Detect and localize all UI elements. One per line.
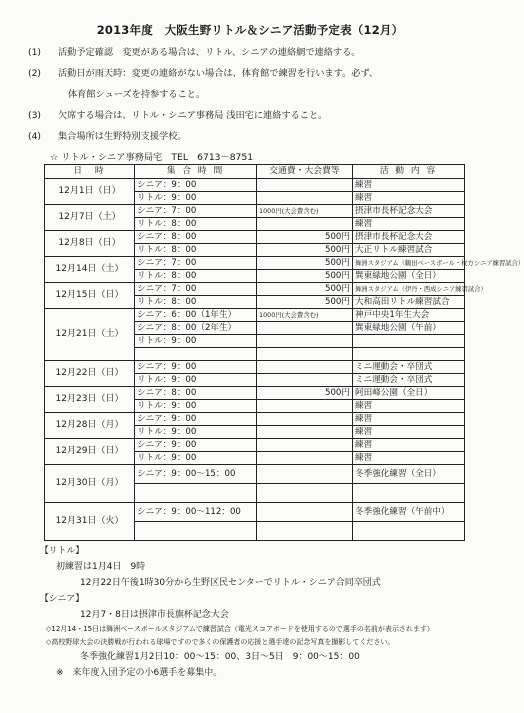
cell-activity: 大和高田リトル練習試合 (353, 296, 465, 309)
header-activity: 活 動 内 容 (353, 165, 465, 179)
note-line (28, 63, 488, 84)
cell-time: リトル：8：00 (135, 244, 257, 257)
little-note: 12月22日午後1時30分から生野区民センターでリトル・シニア合同卒団式 (80, 578, 381, 588)
cell-date: 12月14日（土） (45, 257, 135, 283)
cell-fee (257, 322, 353, 335)
cell-activity: 練習 (353, 452, 465, 465)
cell-activity: ミニ運動会・卒団式 (353, 374, 465, 387)
cell-time: シニア：9：00～112：00 (135, 503, 257, 522)
cell-activity: 摂津市長杯記念大会 (353, 231, 465, 244)
note-line (28, 84, 488, 105)
header-time: 集 合 時 間 (135, 165, 257, 179)
cell-activity: 練習 (353, 439, 465, 452)
cell-date: 12月30日（月） (45, 465, 135, 503)
cell-activity: 巽東緑地公園（午前） (353, 322, 465, 335)
cell-activity: 練習 (353, 218, 465, 231)
cell-fee (257, 522, 353, 541)
table-row (45, 439, 465, 452)
cell-date: 12月29日（日） (45, 439, 135, 465)
cell-time: リトル：9：00 (135, 452, 257, 465)
note-line (28, 105, 488, 126)
cell-fee (257, 484, 353, 503)
table-row (45, 413, 465, 426)
cell-fee: 1000円(大会費含む) (257, 205, 353, 218)
cell-fee (257, 426, 353, 439)
table-row (45, 179, 465, 192)
cell-date: 12月22日（日） (45, 361, 135, 387)
contact-line: ☆ リトル・シニア事務局宅 TEL 6713－8751 (50, 152, 254, 163)
cell-time (135, 348, 257, 361)
table-row (45, 257, 465, 270)
cell-time: リトル：9：00 (135, 374, 257, 387)
cell-fee (257, 465, 353, 484)
cell-date: 12月8日（日） (45, 231, 135, 257)
cell-time: リトル：8：00 (135, 218, 257, 231)
cell-date: 12月21日（土） (45, 309, 135, 361)
cell-fee (257, 413, 353, 426)
cell-time: シニア：8：00 (135, 387, 257, 400)
cell-time: リトル：9：00 (135, 335, 257, 348)
note-number: (2) (28, 68, 42, 79)
cell-time: シニア：8：00（2年生） (135, 322, 257, 335)
cell-fee (257, 400, 353, 413)
cell-activity: 冬季強化練習（全日） (353, 465, 465, 484)
note-line (28, 42, 488, 63)
table-row (45, 387, 465, 400)
cell-time: シニア：7：00 (135, 205, 257, 218)
senior-section-tag: 【シニア】 (40, 594, 84, 604)
cell-fee (257, 192, 353, 205)
cell-fee: 500円 (257, 257, 353, 270)
cell-fee (257, 348, 353, 361)
cell-activity: 練習 (353, 192, 465, 205)
note-text: 活動予定確認 変更がある場合は、リトル、シニアの連絡網で連絡する。 (58, 47, 361, 58)
cell-date: 12月1日（日） (45, 179, 135, 205)
cell-fee (257, 218, 353, 231)
table-row (45, 361, 465, 374)
little-note: 初練習は1月4日 9時 (56, 562, 146, 572)
table-row (45, 309, 465, 322)
note-text: 体育館シューズを持参すること。 (68, 89, 206, 100)
note-text: 欠席する場合は、リトル・シニア事務局 浅田宅に連絡すること。 (58, 110, 328, 121)
cell-activity: 摂津市長杯記念大会 (353, 205, 465, 218)
cell-time: リトル：9：00 (135, 426, 257, 439)
cell-fee: 500円 (257, 231, 353, 244)
page-title: 2013年度 大阪生野リトル＆シニア活動予定表（12月） (96, 23, 404, 37)
table-row (45, 465, 465, 484)
cell-time: リトル：8：00 (135, 270, 257, 283)
cell-fee (257, 374, 353, 387)
note-number: (4) (28, 131, 42, 142)
note-number: (3) (28, 110, 42, 121)
cell-activity: 巽東緑地公園（全日） (353, 270, 465, 283)
cell-activity: 練習 (353, 413, 465, 426)
cell-activity: 舞洲スタジアム（伊丹・西成シニア練習試合） (353, 283, 465, 296)
cell-date: 12月28日（月） (45, 413, 135, 439)
table-row (45, 283, 465, 296)
cell-fee (257, 452, 353, 465)
table-row (45, 503, 465, 522)
cell-time: シニア：7：00 (135, 257, 257, 270)
cell-activity: ミニ運動会・卒団式 (353, 361, 465, 374)
footer-notes (40, 543, 490, 681)
table-row (45, 205, 465, 218)
cell-time: シニア：9：00 (135, 413, 257, 426)
cell-date: 12月15日（日） (45, 283, 135, 309)
cell-time: リトル：9：00 (135, 192, 257, 205)
cell-activity: 練習 (353, 179, 465, 192)
cell-time (135, 484, 257, 503)
schedule-table (44, 164, 524, 541)
cell-fee (257, 503, 353, 522)
cell-activity: 大正リトル練習試合 (353, 244, 465, 257)
cell-time: シニア：9：00～15：00 (135, 465, 257, 484)
note-line (28, 126, 488, 147)
cell-fee: 500円 (257, 296, 353, 309)
cell-fee (257, 439, 353, 452)
cell-activity: 舞洲スタジアム（鶴田ベースボール・枚方シニア練習試合） (353, 257, 465, 270)
cell-activity: 冬季強化練習（午前中） (353, 503, 465, 522)
cell-time: リトル：8：00 (135, 296, 257, 309)
cell-activity (353, 484, 465, 503)
cell-fee: 1000円(大会費含む) (257, 309, 353, 322)
cell-time: シニア：9：00 (135, 439, 257, 452)
senior-note: ◇12月14・15日は舞洲ベースボールスタジアムで練習試合（電光スコアボードを使用するので選手の名前が表示されます） (46, 625, 434, 633)
cell-time: シニア：7：00 (135, 283, 257, 296)
cell-activity (353, 522, 465, 541)
cell-time (135, 522, 257, 541)
cell-activity: 練習 (353, 426, 465, 439)
cell-activity: 神戸中央1年生大会 (353, 309, 465, 322)
senior-note: ◇高校野球大会の決勝戦が行われる球場ですので多くの保護者の応援と選手達の記念写真を撮影してください。 (46, 638, 395, 646)
cell-fee (257, 335, 353, 348)
header-date: 日 時 (45, 165, 135, 179)
senior-note: ※ 来年度入団予定の小6選手を募集中。 (56, 668, 223, 678)
cell-fee: 500円 (257, 387, 353, 400)
cell-time: リトル：9：00 (135, 400, 257, 413)
cell-date: 12月23日（日） (45, 387, 135, 413)
cell-fee: 500円 (257, 244, 353, 257)
cell-activity (353, 335, 465, 348)
cell-time: シニア：6：00（1年生） (135, 309, 257, 322)
cell-activity: 阿田峰公園（全日） (353, 387, 465, 400)
cell-activity (353, 348, 465, 361)
note-number: (1) (28, 47, 42, 58)
header-fee: 交通費・大会費等 (257, 165, 353, 179)
cell-time: シニア：9：00 (135, 179, 257, 192)
cell-fee: 500円 (257, 283, 353, 296)
cell-time: シニア：9：00 (135, 361, 257, 374)
note-text: 活動日が雨天時：変更の連絡がない場合は、体育館で練習を行います。必ず、 (58, 68, 379, 79)
little-section-tag: 【リトル】 (40, 546, 84, 556)
senior-note: 冬季強化練習1月2日10：00～15：00、3日～5日 9：00～15：00 (80, 652, 360, 662)
notes-list (28, 42, 488, 168)
cell-fee (257, 361, 353, 374)
table-header-row (45, 165, 465, 179)
cell-date: 12月7日（土） (45, 205, 135, 231)
cell-activity: 練習 (353, 400, 465, 413)
cell-fee: 500円 (257, 270, 353, 283)
note-text: 集合場所は生野特別支援学校。 (58, 131, 187, 142)
senior-note: 12月7・8日は摂津市長旗杯記念大会 (80, 610, 229, 620)
cell-time: シニア：8：00 (135, 231, 257, 244)
cell-date: 12月31日（火） (45, 503, 135, 541)
cell-fee (257, 179, 353, 192)
table-row (45, 231, 465, 244)
